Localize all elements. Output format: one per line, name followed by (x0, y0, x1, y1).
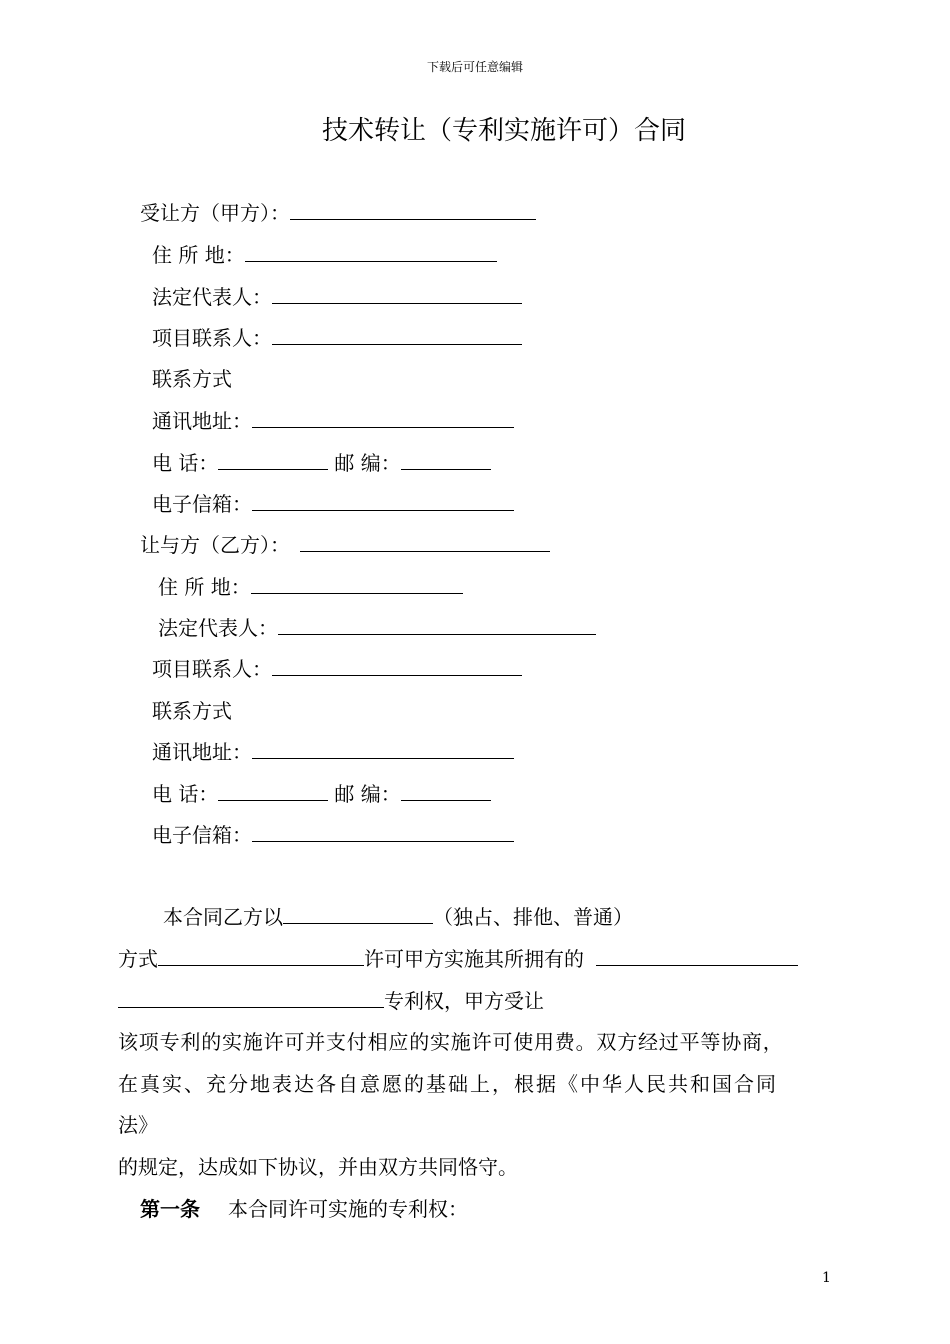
patent-name-blank-2[interactable] (118, 987, 384, 1008)
party-a-postcode-blank[interactable] (401, 449, 491, 470)
party-b-postcode-blank[interactable] (401, 780, 491, 801)
party-a-phone-label: 电 话： (152, 451, 219, 475)
body-p3-end: 专利权，甲方受让 (384, 989, 544, 1013)
body-line-5: 在真实、充分地表达各自意愿的基础上，根据《中华人民共和国合同 (118, 1072, 778, 1096)
party-b-phone-row (152, 780, 491, 808)
party-b-heading: 让与方（乙方）： (140, 533, 290, 557)
party-b-legal-rep-row (158, 614, 596, 642)
party-a-address-blank[interactable] (245, 241, 497, 262)
party-b-mail-address-label: 通讯地址： (152, 740, 252, 764)
party-a-phone-row (152, 449, 491, 477)
party-a-mail-address-label: 通讯地址： (152, 409, 252, 433)
party-b-mail-address-blank[interactable] (252, 738, 514, 759)
party-b-email-blank[interactable] (252, 821, 514, 842)
body-line-2 (118, 945, 798, 973)
patent-name-blank-1[interactable] (596, 945, 798, 966)
party-a-contact-person-blank[interactable] (272, 324, 522, 345)
article-1-text: 本合同许可实施的专利权： (228, 1197, 468, 1221)
party-b-address-blank[interactable] (251, 573, 463, 594)
body-p1-options: （独占、排他、普通） (433, 905, 633, 929)
party-a-legal-rep-label: 法定代表人： (152, 285, 272, 309)
body-p1-start: 本合同乙方以 (163, 905, 283, 929)
article-1-row (140, 1195, 468, 1223)
party-a-postcode-label: 邮 编： (334, 451, 401, 475)
page-title: 技术转让（专利实施许可）合同 (322, 116, 687, 146)
header-note: 下载后可任意编辑 (426, 60, 523, 74)
body-p2-mid: 许可甲方实施其所拥有的 (364, 947, 584, 971)
party-b-contact-person-label: 项目联系人： (152, 657, 272, 681)
party-b-address-label: 住 所 地： (158, 575, 251, 599)
party-a-contact-method: 联系方式 (152, 367, 232, 391)
body-line-4: 该项专利的实施许可并支付相应的实施许可使用费。双方经过平等协商， (118, 1030, 784, 1054)
party-a-email-row (152, 490, 514, 518)
party-b-contact-person-row (152, 655, 522, 683)
party-a-mail-address-blank[interactable] (252, 407, 514, 428)
body-line-3 (118, 987, 544, 1015)
party-a-heading-row (140, 199, 536, 227)
page-number: 1 (822, 1270, 831, 1286)
party-a-mail-address-row (152, 407, 514, 435)
party-b-legal-rep-blank[interactable] (278, 614, 596, 635)
party-a-address-label: 住 所 地： (152, 243, 245, 267)
party-b-mail-address-row (152, 738, 514, 766)
party-b-postcode-label: 邮 编： (334, 782, 401, 806)
body-p2-start: 方式 (118, 947, 158, 971)
party-b-name-blank[interactable] (300, 531, 550, 552)
party-a-contact-person-label: 项目联系人： (152, 326, 272, 350)
party-a-legal-rep-blank[interactable] (272, 283, 522, 304)
party-a-contact-person-row (152, 324, 522, 352)
party-b-heading-row (140, 531, 550, 559)
party-a-heading: 受让方（甲方）： (140, 201, 290, 225)
article-1-label: 第一条 (140, 1197, 200, 1221)
party-b-phone-label: 电 话： (152, 782, 219, 806)
body-line-7: 的规定，达成如下协议，并由双方共同恪守。 (118, 1155, 518, 1179)
party-b-contact-method: 联系方式 (152, 699, 232, 723)
party-a-name-blank[interactable] (290, 199, 536, 220)
party-b-legal-rep-label: 法定代表人： (158, 616, 278, 640)
party-b-email-label: 电子信箱： (152, 823, 252, 847)
body-line-1 (163, 903, 633, 931)
party-a-email-blank[interactable] (252, 490, 514, 511)
party-b-contact-person-blank[interactable] (272, 655, 522, 676)
party-b-address-row (158, 573, 463, 601)
party-a-phone-blank[interactable] (218, 449, 328, 470)
party-b-phone-blank[interactable] (218, 780, 328, 801)
party-a-email-label: 电子信箱： (152, 492, 252, 516)
party-b-email-row (152, 821, 514, 849)
license-method-blank[interactable] (158, 945, 364, 966)
party-a-address-row (152, 241, 497, 269)
license-type-blank[interactable] (283, 903, 433, 924)
body-line-6: 法》 (118, 1113, 158, 1137)
party-a-legal-rep-row (152, 283, 522, 311)
